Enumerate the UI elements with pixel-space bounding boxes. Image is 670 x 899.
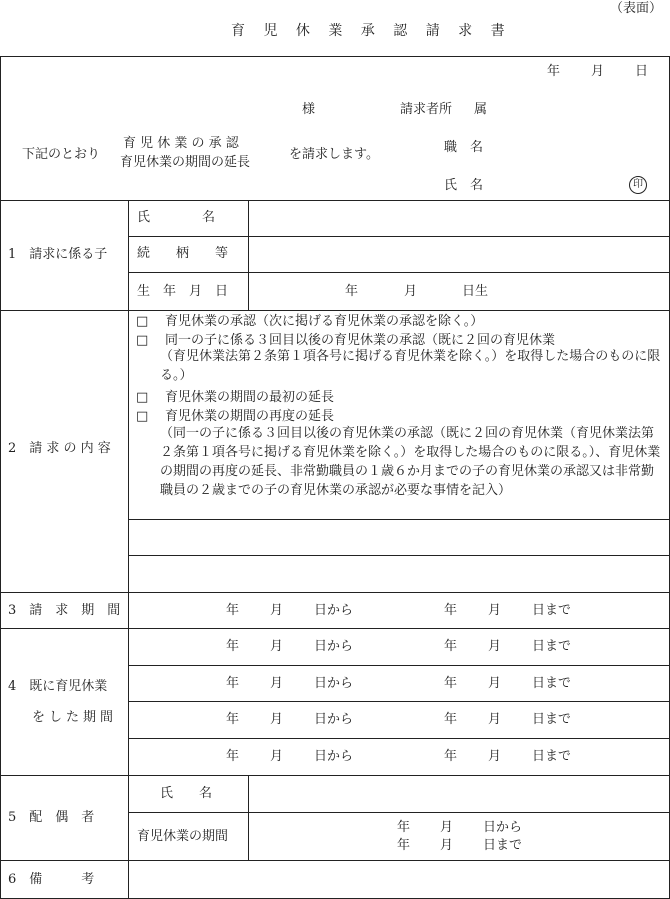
child-relation-label: 続 柄 等 [137, 246, 229, 261]
period-from-day: 日から [314, 603, 354, 618]
front-side-label: （表面） [609, 1, 662, 16]
row-from-day: 日から [314, 712, 354, 727]
period-to-month: 月 [488, 603, 502, 618]
name-label: 氏 名 [444, 178, 484, 193]
period-to-day: 日まで [532, 603, 572, 618]
option-approval-text: 育児休業の承認（次に掲げる育児休業の承認を除く。） [165, 314, 484, 329]
birth-month: 月 [404, 284, 418, 299]
row-to-month: 月 [488, 639, 502, 654]
reason-instructions: （同一の子に係る３回目以後の育児休業の承認（既に２回の育児休業（育児休業法第２条第１項各号に掲げる育児休業を除く。）を取得した場合のものに限る。）、育児休業の期間の再度の延長、非常勤職員の１歳６か月までの子の育児休業の承認又は非常勤職員の２歳までの子の育児休業の承認が必要な事情を記入） [160, 426, 661, 498]
row-to-year: 年 [444, 712, 458, 727]
period-from-year: 年 [226, 603, 240, 618]
reason-field-line-2[interactable] [130, 556, 668, 591]
section-2-label: 2 請 求 の 内 容 [8, 441, 111, 456]
row-from-year: 年 [226, 676, 240, 691]
row-to-day: 日まで [532, 676, 572, 691]
spouse-to-year: 年 [397, 838, 411, 853]
spouse-from-day: 日から [483, 820, 523, 835]
row-to-day: 日まで [532, 749, 572, 764]
spouse-to-month: 月 [440, 838, 454, 853]
child-birthdate-label: 生 年 月 日 [137, 284, 229, 299]
requester-address-label: 請求者所 [400, 102, 453, 117]
row-to-year: 年 [444, 639, 458, 654]
section-1-label: 1 請求に係る子 [8, 247, 108, 262]
section-5-label: 5 配 偶 者 [8, 810, 95, 825]
spouse-name-label: 氏 名 [160, 786, 213, 801]
document-title: 育 児 休 業 承 認 請 求 書 [231, 23, 512, 39]
section-3-label: 3 請 求 期 間 [8, 603, 121, 618]
option-second-extension-text: 育児休業の期間の再度の延長 [165, 409, 335, 424]
option-extension: 育児休業の期間の延長 [120, 155, 251, 170]
checkbox-second-extension[interactable]: □ [136, 409, 149, 424]
spouse-from-year: 年 [397, 820, 411, 835]
row-from-month: 月 [270, 712, 284, 727]
third-approval-note: （育児休業法第２条第１項各号に掲げる育児休業を除く。）を取得した場合のものに限る。） [160, 349, 661, 383]
addressee-suffix: 様 [302, 102, 316, 117]
row-from-month: 月 [270, 749, 284, 764]
checkbox-third-approval[interactable]: □ [136, 333, 149, 348]
row-to-year: 年 [444, 676, 458, 691]
row-to-day: 日まで [532, 712, 572, 727]
option-approval: 育 児 休 業 の 承 認 [123, 136, 239, 151]
row-from-day: 日から [314, 676, 354, 691]
option-third-approval-text: 同一の子に係る３回目以後の育児休業の承認（既に２回の育児休業 [165, 333, 556, 348]
birth-year: 年 [345, 284, 359, 299]
affiliation-label: 属 [474, 102, 488, 117]
seal-mark: 印 [629, 176, 647, 194]
section-4-label-line-2: をした期間 [32, 710, 118, 725]
request-tail-text: を請求します。 [289, 147, 379, 162]
child-name-field[interactable] [249, 201, 668, 235]
period-from-month: 月 [270, 603, 284, 618]
lead-text: 下記のとおり [22, 147, 101, 162]
spouse-period-label: 育児休業の期間 [137, 829, 229, 844]
child-name-label: 氏 名 [137, 210, 216, 225]
reason-field-line-1[interactable] [130, 520, 668, 554]
checkbox-first-extension[interactable]: □ [136, 390, 149, 405]
spouse-name-field[interactable] [249, 776, 668, 811]
remarks-field[interactable] [130, 861, 668, 897]
row-from-day: 日から [314, 749, 354, 764]
row-from-year: 年 [226, 639, 240, 654]
row-to-day: 日まで [532, 639, 572, 654]
child-relation-field[interactable] [249, 237, 668, 271]
section-4-label-line-1: 4 既に育児休業 [8, 679, 108, 694]
birth-day: 日生 [462, 284, 489, 299]
date-month: 月 [591, 64, 605, 79]
row-to-month: 月 [488, 712, 502, 727]
spouse-from-month: 月 [440, 820, 454, 835]
section-6-label: 6 備 考 [8, 872, 95, 887]
row-from-month: 月 [270, 639, 284, 654]
row-to-month: 月 [488, 676, 502, 691]
date-year: 年 [547, 64, 561, 79]
row-from-year: 年 [226, 749, 240, 764]
spouse-to-day: 日まで [483, 838, 523, 853]
position-label: 職 名 [444, 140, 484, 155]
option-first-extension-text: 育児休業の期間の最初の延長 [165, 390, 335, 405]
row-to-year: 年 [444, 749, 458, 764]
row-from-year: 年 [226, 712, 240, 727]
row-to-month: 月 [488, 749, 502, 764]
period-to-year: 年 [444, 603, 458, 618]
date-day: 日 [635, 64, 649, 79]
row-from-month: 月 [270, 676, 284, 691]
checkbox-approval[interactable]: □ [136, 314, 149, 329]
row-from-day: 日から [314, 639, 354, 654]
